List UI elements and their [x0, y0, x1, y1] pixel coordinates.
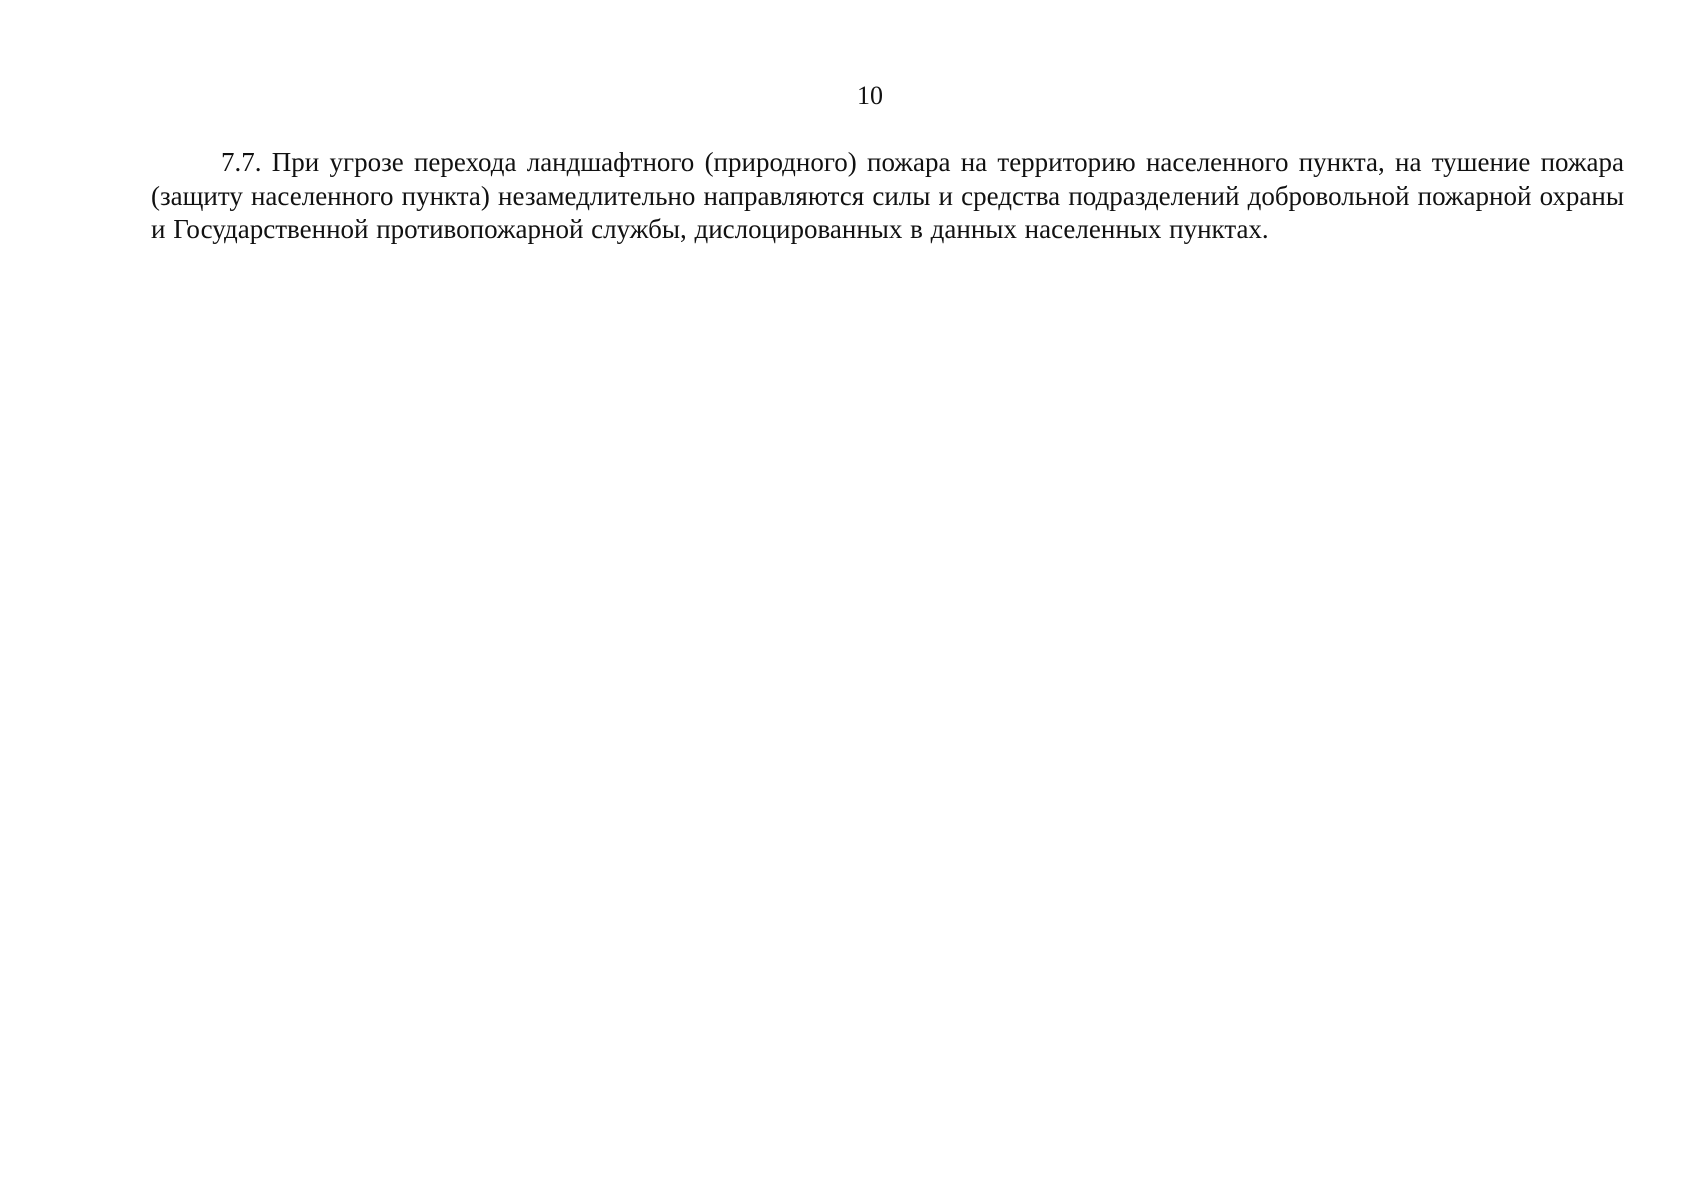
paragraph-7-7: 7.7. При угрозе перехода ландшафтного (природного) пожара на территорию населенного пункта, на тушение пожара (защиту населенного пункта) незамедлительно направляются силы и средства подразделений добровольной пожарной охраны и Государственной противопожарной службы, дислоцированных в данных населенных пунктах.	[151, 147, 1624, 244]
page-number: 10	[857, 81, 883, 110]
